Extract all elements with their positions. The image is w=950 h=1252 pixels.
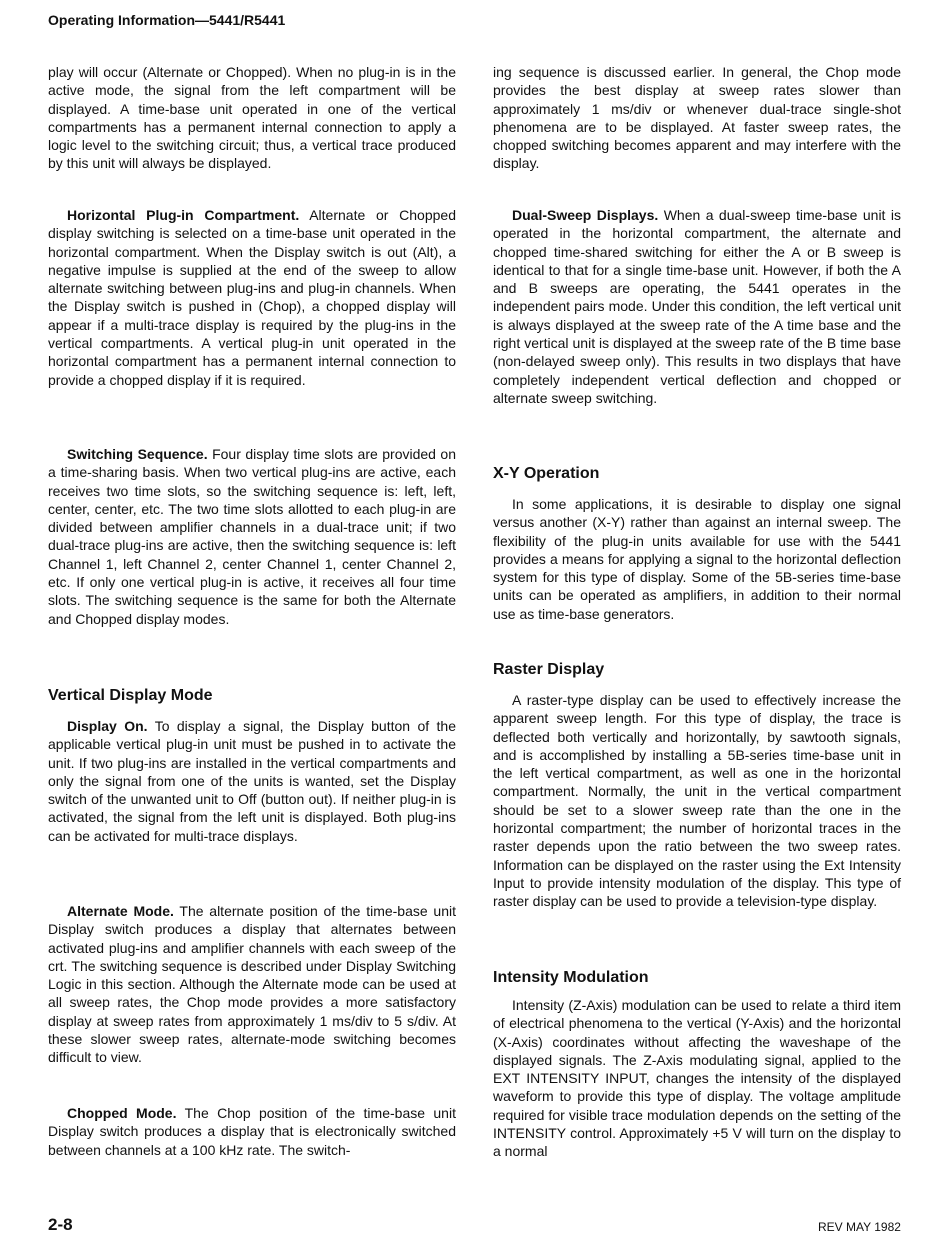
- horizontal-compartment-section: [48, 206, 456, 389]
- alternate-mode-section: [48, 902, 456, 1067]
- paragraph-text: To display a signal, the Display button of the applicable vertical plug-in unit must be pushed in to activate the unit. If two plug-ins are installed in the vertical compartments and only the signal from one of the units is wanted, set the Display switch of the unwanted unit to Off (button out). If neither plug-in is activated, the signal from the left unit is displayed. Both plug-ins can be activated for multi-trace displays.: [48, 718, 456, 844]
- runin-heading: Chopped Mode.: [67, 1105, 177, 1121]
- raster-display-section: [493, 691, 901, 911]
- paragraph-text: When a dual-sweep time-base unit is operated in the horizontal compartment, the alternate and chopped time-shared switching for either the A or B sweep is identical to that for a single time-base unit. However, if both the A and B sweeps are operating, the 5441 operates in the independent pairs mode. Under this condition, the left vertical unit is always displayed at the sweep rate of the A time base and the right vertical unit is displayed at the sweep rate of the B time base (non-delayed sweep only). This results in two displays that have completely independent vertical deflection and chopped or alternate sweep switching.: [493, 207, 901, 406]
- running-header: Operating Information—5441/R5441: [48, 12, 286, 28]
- paragraph-text: Alternate or Chopped display switching is selected on a time-base unit operated in the horizontal compartment. When the Display switch is out (Alt), a negative impulse is supplied at the end of the sweep to allow alternate switching between plug-ins and plug-in channels. When the Display switch is pushed in (Chop), a chopped display will appear if a multi-trace display is required by the plug-ins in the vertical compartments. A vertical plug-in unit operated in the horizontal compartment has a permanent internal connection to provide a chopped display if it is required.: [48, 207, 456, 388]
- section-heading-intensity-modulation: Intensity Modulation: [493, 969, 649, 986]
- section-heading-xy-operation: X-Y Operation: [493, 465, 600, 482]
- intensity-modulation-section: [493, 996, 901, 1161]
- xy-operation-section: [493, 495, 901, 623]
- paragraph-text: ing sequence is discussed earlier. In general, the Chop mode provides the best display at sweep rates slower than approximately 1 ms/div or whenever dual-trace single-shot phenomena are to be displayed. At faster sweep rates, the chopped switching becomes apparent and may interfere with the display.: [493, 64, 901, 172]
- runin-heading: Switching Sequence.: [67, 446, 208, 462]
- continuation-paragraph: [493, 63, 901, 173]
- runin-heading: Horizontal Plug-in Compartment.: [67, 207, 300, 223]
- revision-date: REV MAY 1982: [818, 1220, 901, 1234]
- paragraph-text: A raster-type display can be used to effectively increase the apparent sweep length. For this type of display, the trace is deflected both vertically and horizontally, by sawtooth signals, and is accomplished by installing a 5B-series time-base unit in the left vertical compartment, as well as one in the horizontal compartment. Normally, the unit in the vertical compartment should be set to a slower sweep rate than the one in the horizontal compartment; the number of horizontal traces in the raster depends upon the ratio between the two sweep rates. Information can be displayed on the raster using the Ext Intensity Input to provide intensity modulation of the display. This type of raster display can be used to provide a television-type display.: [493, 692, 901, 910]
- display-on-section: [48, 717, 456, 845]
- section-heading-raster-display: Raster Display: [493, 661, 605, 678]
- section-heading-vertical-display-mode: Vertical Display Mode: [48, 687, 213, 704]
- paragraph-text: play will occur (Alternate or Chopped). When no plug-in is in the active mode, the signal from the left compartment will be displayed. A time-base unit operated in one of the vertical compartments has a permanent internal connection to apply a logic level to the switching circuit; thus, a vertical trace produced by this unit will always be displayed.: [48, 64, 456, 172]
- paragraph-text: Four display time slots are provided on a time-sharing basis. When two vertical plug-ins are active, each receives two time slots, so the switching sequence is: left, left, center, center, etc. The two time slots allotted to each plug-in are divided between amplifier channels in a dual-trace unit; if two dual-trace plug-ins are active, then the switching sequence is: left Channel 1, left Channel 2, center Channel 1, center Channel 2, etc. If only one vertical plug-in is active, it receives all four time slots. The switching sequence is the same for both the Alternate and Chopped display modes.: [48, 446, 456, 627]
- page-number: 2-8: [48, 1215, 73, 1234]
- paragraph-text: Intensity (Z-Axis) modulation can be used to relate a third item of electrical phenomena to the vertical (Y-Axis) and the horizontal (X-Axis) coordinates without affecting the waveshape of the displayed signals. The Z-Axis modulating signal, applied to the EXT INTENSITY INPUT, changes the intensity of the displayed waveform to provide this type of display. The voltage amplitude required for visible trace modulation depends on the setting of the INTENSITY control. Approximately +5 V will turn on the display to a normal: [493, 997, 901, 1160]
- switching-sequence-section: [48, 445, 456, 628]
- dual-sweep-section: [493, 206, 901, 407]
- paragraph-text: The Chop position of the time-base unit Display switch produces a display that is electronically switched between channels at a 100 kHz rate. The switch-: [48, 1105, 456, 1158]
- paragraph-text: In some applications, it is desirable to display one signal versus another (X-Y) rather than against an internal sweep. The flexibility of the plug-in units available for use with the 5441 provides a means for applying a signal to the horizontal deflection system for this type of display. Some of the 5B-series time-base units can be operated as amplifiers, in addition to their normal use as time-base generators.: [493, 496, 901, 622]
- runin-heading: Dual-Sweep Displays.: [512, 207, 659, 223]
- runin-heading: Display On.: [67, 718, 148, 734]
- chopped-mode-section: [48, 1104, 456, 1159]
- continuation-paragraph: [48, 63, 456, 173]
- paragraph-text: The alternate position of the time-base unit Display switch produces a display that alternates between activated plug-ins and amplifier channels with each sweep of the crt. The switching sequence is described under Display Switching Logic in this section. Although the Alternate mode can be used at all sweep rates, the Chop mode provides a more satisfactory display at sweep rates from approximately 1 ms/div to 5 s/div. At these slower sweep rates, alternate-mode switching becomes difficult to view.: [48, 903, 457, 1066]
- runin-heading: Alternate Mode.: [67, 903, 174, 919]
